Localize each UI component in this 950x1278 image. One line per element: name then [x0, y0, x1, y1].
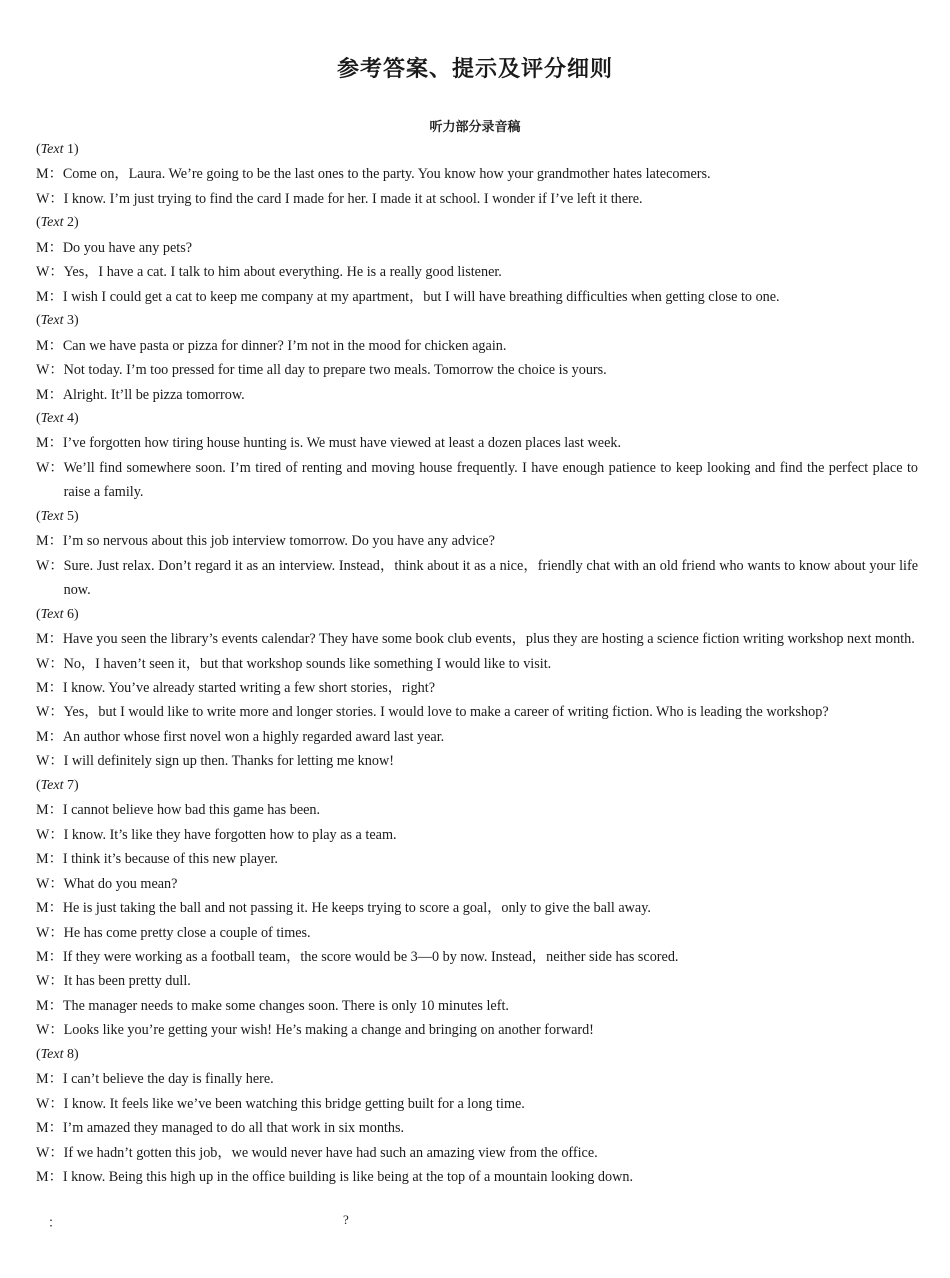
dialogue-text: I’m amazed they managed to do all that work in six months.: [62, 1120, 405, 1137]
dialogue-line: [36, 823, 918, 847]
dialogue-text: I think it’s because of this new player.: [62, 851, 278, 868]
speaker-label: W：: [36, 1095, 64, 1112]
section-title: 听力部分录音稿: [429, 120, 521, 135]
dialogue-line: [36, 383, 918, 407]
dialogue-text: Have you seen the library’s events calendar? They have some book club events，plus they are hosting a science fiction writing workshop next month.: [62, 631, 915, 648]
text-heading: ( Text 5 ): [36, 505, 918, 529]
text-heading-label: Text: [40, 410, 64, 426]
dialogue-line: [36, 260, 918, 284]
dialogue-text: Alright. It’ll be pizza tomorrow.: [62, 386, 245, 403]
dialogue-text: I know. It feels like we’ve been watching this bridge getting built for a long time.: [63, 1095, 525, 1112]
text-heading: ( Text 4 ): [36, 407, 918, 431]
dialogue-text: I know. It’s like they have forgotten how to play as a team.: [63, 826, 397, 843]
speaker-label: W：: [36, 704, 64, 721]
text-heading-number: 8: [67, 1046, 74, 1062]
speaker-label: M：: [36, 386, 63, 403]
text-heading-number: 3: [67, 313, 74, 329]
dialogue-text: What do you mean?: [63, 875, 178, 892]
dialogue-text: Come on，Laura. We’re going to be the last ones to the party. You know how your grandmother hates latecomers.: [62, 166, 711, 183]
text-heading-label: Text: [40, 142, 64, 157]
dialogue-text: If they were working as a football team，the score would be 3—0 by now. Instead，neither side has scored.: [62, 948, 679, 965]
text-heading: ( Text 8 ): [36, 1043, 918, 1067]
listening-transcript: [36, 138, 918, 1189]
speaker-label: M：: [36, 851, 63, 868]
dialogue-line: [36, 1165, 918, 1189]
dialogue-line: [36, 431, 918, 455]
dialogue-line: [36, 676, 918, 700]
text-heading-label: Text: [40, 313, 64, 329]
text-heading-number: 6: [67, 606, 74, 622]
speaker-label: W：: [36, 924, 64, 941]
dialogue-line: [36, 334, 918, 358]
text-heading-label: Text: [40, 1046, 64, 1062]
text-heading-label: Text: [40, 215, 64, 231]
dialogue-line: [36, 162, 918, 186]
dialogue-line: [36, 456, 918, 505]
speaker-label: M：: [36, 631, 63, 648]
dialogue-text: An author whose first novel won a highly regarded award last year.: [62, 728, 445, 745]
speaker-label: W：: [36, 459, 64, 476]
speaker-label: M：: [36, 1120, 63, 1137]
dialogue-text: I will definitely sign up then. Thanks for letting me know!: [63, 753, 394, 770]
dialogue-line: [36, 627, 918, 651]
dialogue-line: [36, 1116, 918, 1140]
cut-off-mark-left: ：: [48, 1215, 62, 1230]
dialogue-text: I know. You’ve already started writing a few short stories，right?: [62, 679, 436, 696]
dialogue-line: [36, 872, 918, 896]
dialogue-text: Looks like you’re getting your wish! He’s making a change and bringing on another forward!: [63, 1022, 594, 1039]
dialogue-text: We’ll find somewhere soon. I’m tired of renting and moving house frequently. I have enough patience to keep looking and find the perfect place to raise a family.: [63, 459, 918, 501]
dialogue-text: Yes，I have a cat. I talk to him about everything. He is a really good listener.: [63, 264, 502, 281]
text-heading-number: 7: [67, 777, 74, 793]
speaker-label: M：: [36, 533, 63, 550]
dialogue-text: If we hadn’t gotten this job，we would never have had such an amazing view from the office.: [63, 1144, 598, 1161]
dialogue-line: [36, 969, 918, 993]
speaker-label: W：: [36, 1022, 64, 1039]
dialogue-line: [36, 358, 918, 382]
text-heading: ( Text 1 ): [36, 138, 918, 162]
dialogue-line: [36, 921, 918, 945]
speaker-label: W：: [36, 973, 64, 990]
text-heading: ( Text 3 ): [36, 309, 918, 333]
speaker-label: M：: [36, 435, 63, 452]
dialogue-text: No，I haven’t seen it，but that workshop sounds like something I would like to visit.: [63, 655, 552, 672]
dialogue-text: Can we have pasta or pizza for dinner? I’m not in the mood for chicken again.: [62, 337, 507, 354]
speaker-label: W：: [36, 1144, 64, 1161]
dialogue-line: [36, 749, 918, 773]
dialogue-text: I know. I’m just trying to find the card I made for her. I made it at school. I wonder if I’ve left it there.: [63, 190, 643, 207]
text-heading-label: Text: [40, 508, 64, 524]
speaker-label: M：: [36, 900, 63, 917]
speaker-label: M：: [36, 166, 63, 183]
dialogue-line: [36, 187, 918, 211]
dialogue-text: He has come pretty close a couple of times.: [63, 924, 311, 941]
dialogue-line: [36, 554, 918, 603]
dialogue-line: [36, 994, 918, 1018]
speaker-label: W：: [36, 557, 64, 574]
speaker-label: M：: [36, 802, 63, 819]
text-heading-label: Text: [40, 606, 64, 622]
speaker-label: M：: [36, 239, 63, 256]
text-heading-number: 1: [67, 142, 74, 157]
dialogue-line: [36, 1141, 918, 1165]
dialogue-line: [36, 1018, 918, 1042]
dialogue-text: Yes，but I would like to write more and longer stories. I would love to make a career of writing fiction. Who is leading the workshop?: [63, 704, 829, 721]
page-title: 参考答案、提示及评分细则: [336, 57, 613, 82]
dialogue-text: Do you have any pets?: [62, 239, 193, 256]
dialogue-line: [36, 529, 918, 553]
speaker-label: M：: [36, 337, 63, 354]
dialogue-line: [36, 1067, 918, 1091]
dialogue-line: [36, 1092, 918, 1116]
dialogue-line: [36, 725, 918, 749]
speaker-label: W：: [36, 655, 64, 672]
text-heading: ( Text 2 ): [36, 211, 918, 235]
dialogue-text: I’ve forgotten how tiring house hunting is. We must have viewed at least a dozen places last week.: [62, 435, 622, 452]
speaker-label: M：: [36, 679, 63, 696]
text-heading-number: 2: [67, 215, 74, 231]
speaker-label: M：: [36, 997, 63, 1014]
text-heading-number: 4: [67, 410, 74, 426]
dialogue-text: I’m so nervous about this job interview tomorrow. Do you have any advice?: [62, 533, 495, 550]
text-heading: ( Text 6 ): [36, 603, 918, 627]
dialogue-text: I wish I could get a cat to keep me company at my apartment，but I will have breathing difficulties when getting close to one.: [62, 288, 780, 305]
speaker-label: W：: [36, 826, 64, 843]
dialogue-line: [36, 847, 918, 871]
speaker-label: W：: [36, 190, 64, 207]
text-heading: ( Text 7 ): [36, 774, 918, 798]
dialogue-line: [36, 236, 918, 260]
speaker-label: M：: [36, 288, 63, 305]
speaker-label: W：: [36, 753, 64, 770]
speaker-label: W：: [36, 362, 64, 379]
dialogue-line: [36, 700, 918, 724]
dialogue-text: The manager needs to make some changes soon. There is only 10 minutes left.: [62, 997, 509, 1014]
speaker-label: M：: [36, 1169, 63, 1186]
text-heading-label: Text: [40, 777, 64, 793]
dialogue-text: I cannot believe how bad this game has been.: [62, 802, 321, 819]
speaker-label: M：: [36, 1071, 63, 1088]
speaker-label: M：: [36, 728, 63, 745]
text-heading-number: 5: [67, 508, 74, 524]
dialogue-line: [36, 896, 918, 920]
dialogue-text: I can’t believe the day is finally here.: [62, 1071, 274, 1088]
cut-off-mark-mid: ?: [343, 1212, 349, 1227]
dialogue-line: [36, 285, 918, 309]
speaker-label: M：: [36, 948, 63, 965]
speaker-label: W：: [36, 875, 64, 892]
dialogue-line: [36, 652, 918, 676]
dialogue-text: Not today. I’m too pressed for time all day to prepare two meals. Tomorrow the choice is yours.: [63, 362, 607, 379]
speaker-label: W：: [36, 264, 64, 281]
dialogue-line: [36, 945, 918, 969]
dialogue-text: Sure. Just relax. Don’t regard it as an interview. Instead，think about it as a nice，friendly chat with an old friend who wants to know about your life now.: [63, 557, 918, 599]
dialogue-text: He is just taking the ball and not passing it. He keeps trying to score a goal，only to give the ball away.: [62, 900, 651, 917]
dialogue-line: [36, 798, 918, 822]
dialogue-text: I know. Being this high up in the office building is like being at the top of a mountain looking down.: [62, 1169, 633, 1186]
dialogue-text: It has been pretty dull.: [63, 973, 191, 990]
